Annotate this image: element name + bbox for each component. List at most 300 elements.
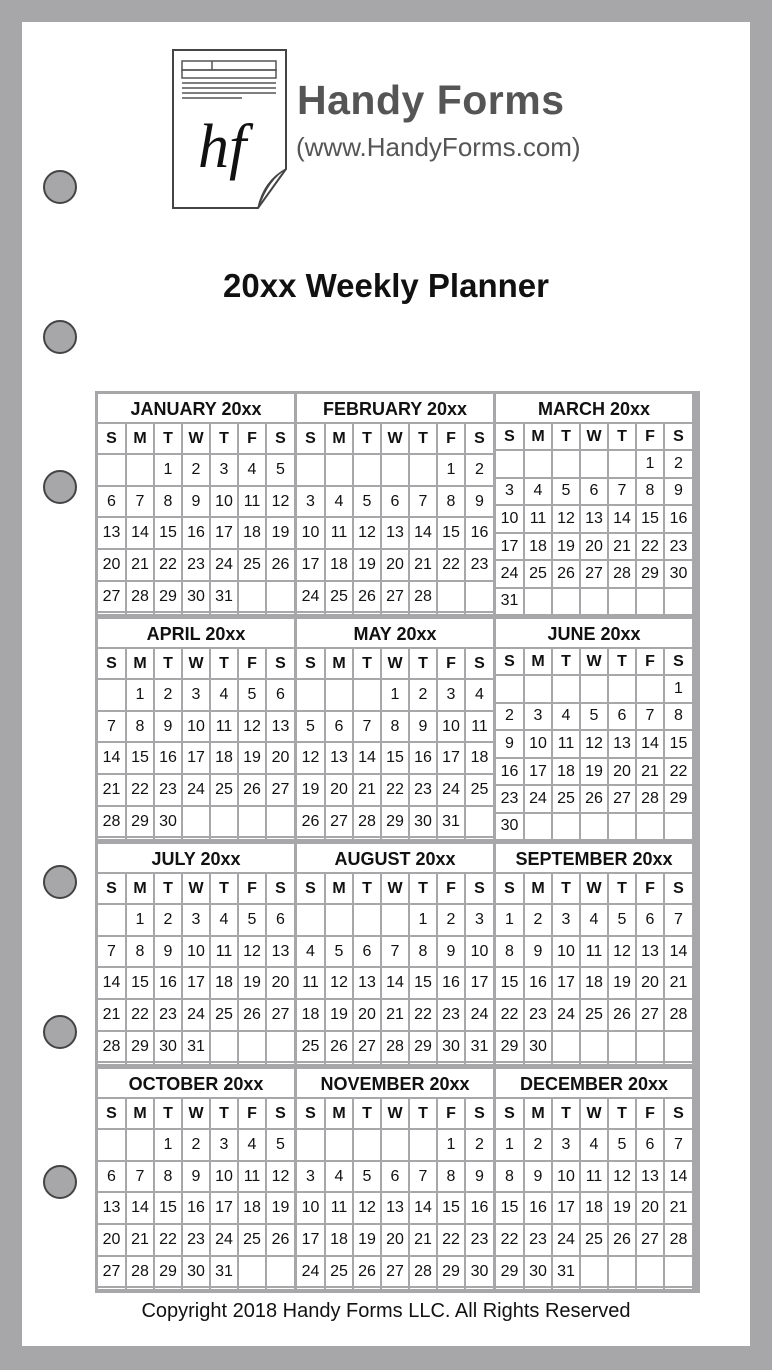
month-title: JUNE 20xx — [496, 619, 692, 649]
day-cell: 24 — [552, 1224, 580, 1256]
day-cell: 9 — [409, 711, 437, 743]
weekday-header: T — [409, 1099, 437, 1129]
weekday-header: T — [154, 874, 182, 904]
day-cell: 15 — [126, 742, 154, 774]
day-cell: 29 — [126, 806, 154, 838]
day-cell: 16 — [154, 742, 182, 774]
empty-day-cell — [98, 612, 126, 614]
day-cell: 2 — [524, 1129, 552, 1161]
day-cell: 26 — [608, 999, 636, 1031]
day-cell: 31 — [210, 1256, 238, 1288]
empty-day-cell — [325, 1129, 353, 1161]
empty-day-cell — [496, 675, 524, 703]
week-row — [98, 1224, 294, 1256]
empty-day-cell — [552, 813, 580, 839]
day-cell: 18 — [524, 533, 552, 561]
weekday-header: S — [496, 649, 524, 675]
empty-day-cell — [381, 1287, 409, 1289]
month-calendar — [496, 844, 692, 1064]
month-grid — [98, 874, 294, 1064]
day-cell: 7 — [608, 478, 636, 506]
empty-day-cell — [409, 1129, 437, 1161]
day-cell: 17 — [210, 1192, 238, 1224]
week-row — [98, 612, 294, 614]
day-cell: 7 — [636, 703, 664, 731]
empty-day-cell — [238, 1256, 266, 1288]
day-cell: 21 — [636, 758, 664, 786]
empty-day-cell — [238, 612, 266, 614]
week-row — [496, 813, 692, 839]
month-title: MARCH 20xx — [496, 394, 692, 424]
empty-day-cell — [409, 612, 437, 614]
day-cell: 30 — [182, 581, 210, 613]
month-grid — [496, 649, 692, 839]
day-cell: 2 — [465, 454, 493, 486]
day-cell: 24 — [297, 581, 325, 613]
day-cell: 11 — [325, 1192, 353, 1224]
month-title: SEPTEMBER 20xx — [496, 844, 692, 874]
day-cell: 19 — [238, 742, 266, 774]
page-title: 20xx Weekly Planner — [223, 267, 549, 304]
day-cell: 26 — [325, 1031, 353, 1063]
day-cell: 5 — [266, 1129, 294, 1161]
month-grid — [297, 424, 493, 614]
day-cell: 3 — [182, 679, 210, 711]
day-cell: 28 — [126, 1256, 154, 1288]
day-cell: 21 — [353, 774, 381, 806]
empty-day-cell — [524, 450, 552, 478]
weekday-header: W — [182, 874, 210, 904]
weekday-header: T — [608, 1099, 636, 1129]
day-cell: 13 — [381, 517, 409, 549]
empty-day-cell — [98, 679, 126, 711]
week-row — [496, 1031, 692, 1063]
empty-day-cell — [664, 1031, 692, 1063]
weekday-header: F — [437, 424, 465, 454]
empty-day-cell — [496, 1062, 524, 1064]
week-row — [496, 785, 692, 813]
weekday-header-row — [297, 424, 493, 454]
day-cell: 13 — [266, 936, 294, 968]
month-title: NOVEMBER 20xx — [297, 1069, 493, 1099]
binder-hole — [43, 865, 77, 899]
weekday-header: W — [381, 874, 409, 904]
month-title: MAY 20xx — [297, 619, 493, 649]
weekday-header: S — [98, 1099, 126, 1129]
day-cell: 23 — [465, 549, 493, 581]
day-cell: 13 — [98, 1192, 126, 1224]
week-row — [98, 1062, 294, 1064]
day-cell: 1 — [381, 679, 409, 711]
day-cell: 2 — [409, 679, 437, 711]
day-cell: 12 — [608, 1161, 636, 1193]
empty-day-cell — [210, 806, 238, 838]
day-cell: 29 — [154, 1256, 182, 1288]
empty-day-cell — [353, 837, 381, 839]
day-cell: 14 — [608, 505, 636, 533]
day-cell: 4 — [210, 904, 238, 936]
day-cell: 4 — [524, 478, 552, 506]
weekday-header: M — [126, 874, 154, 904]
week-row — [496, 1161, 692, 1193]
week-row — [98, 486, 294, 518]
weekday-header: F — [636, 1099, 664, 1129]
month-title: JANUARY 20xx — [98, 394, 294, 424]
month-calendar — [297, 844, 493, 1064]
day-cell: 25 — [297, 1031, 325, 1063]
week-row — [98, 806, 294, 838]
empty-day-cell — [266, 1256, 294, 1288]
day-cell: 19 — [353, 549, 381, 581]
empty-day-cell — [664, 1287, 692, 1289]
day-cell: 1 — [154, 1129, 182, 1161]
week-row — [98, 1031, 294, 1063]
day-cell: 10 — [182, 936, 210, 968]
weekday-header: S — [664, 874, 692, 904]
day-cell: 28 — [409, 581, 437, 613]
day-cell: 25 — [325, 581, 353, 613]
empty-day-cell — [636, 1062, 664, 1064]
day-cell: 15 — [409, 967, 437, 999]
weekday-header: M — [325, 1099, 353, 1129]
month-grid — [496, 874, 692, 1064]
day-cell: 2 — [182, 454, 210, 486]
day-cell: 26 — [238, 774, 266, 806]
month-grid — [98, 424, 294, 614]
weekday-header: W — [182, 649, 210, 679]
day-cell: 4 — [325, 486, 353, 518]
empty-day-cell — [580, 1062, 608, 1064]
day-cell: 28 — [353, 806, 381, 838]
day-cell: 20 — [580, 533, 608, 561]
weekday-header: S — [266, 649, 294, 679]
day-cell: 17 — [465, 967, 493, 999]
day-cell: 9 — [496, 730, 524, 758]
empty-day-cell — [636, 813, 664, 839]
day-cell: 22 — [496, 999, 524, 1031]
day-cell: 8 — [154, 1161, 182, 1193]
empty-day-cell — [437, 612, 465, 614]
empty-day-cell — [524, 813, 552, 839]
week-row — [98, 904, 294, 936]
day-cell: 22 — [636, 533, 664, 561]
day-cell: 13 — [325, 742, 353, 774]
empty-day-cell — [664, 1062, 692, 1064]
weekday-header: T — [353, 649, 381, 679]
day-cell: 6 — [381, 486, 409, 518]
day-cell: 17 — [552, 967, 580, 999]
day-cell: 11 — [580, 936, 608, 968]
empty-day-cell — [496, 1287, 524, 1289]
week-row — [98, 711, 294, 743]
day-cell: 2 — [182, 1129, 210, 1161]
day-cell: 2 — [465, 1129, 493, 1161]
empty-day-cell — [126, 454, 154, 486]
empty-day-cell — [636, 1287, 664, 1289]
day-cell: 20 — [266, 967, 294, 999]
empty-day-cell — [353, 1129, 381, 1161]
empty-day-cell — [353, 1287, 381, 1289]
weekday-header: M — [325, 649, 353, 679]
day-cell: 3 — [437, 679, 465, 711]
day-cell: 27 — [580, 560, 608, 588]
day-cell: 26 — [353, 581, 381, 613]
day-cell: 11 — [465, 711, 493, 743]
day-cell: 25 — [210, 999, 238, 1031]
empty-day-cell — [409, 837, 437, 839]
day-cell: 6 — [580, 478, 608, 506]
day-cell: 18 — [465, 742, 493, 774]
day-cell: 9 — [182, 486, 210, 518]
empty-day-cell — [465, 581, 493, 613]
week-row — [297, 1224, 493, 1256]
day-cell: 4 — [325, 1161, 353, 1193]
day-cell: 11 — [325, 517, 353, 549]
week-row — [98, 1287, 294, 1289]
weekday-header: M — [524, 424, 552, 450]
day-cell: 7 — [126, 486, 154, 518]
day-cell: 18 — [552, 758, 580, 786]
weekday-header: S — [465, 649, 493, 679]
week-row — [98, 454, 294, 486]
day-cell: 11 — [297, 967, 325, 999]
day-cell: 4 — [297, 936, 325, 968]
week-row — [98, 549, 294, 581]
day-cell: 13 — [636, 1161, 664, 1193]
month-grid — [297, 649, 493, 839]
empty-day-cell — [580, 450, 608, 478]
empty-day-cell — [552, 1031, 580, 1063]
empty-day-cell — [636, 588, 664, 614]
day-cell: 12 — [608, 936, 636, 968]
day-cell: 19 — [297, 774, 325, 806]
day-cell: 16 — [154, 967, 182, 999]
day-cell: 15 — [381, 742, 409, 774]
week-row — [496, 1192, 692, 1224]
day-cell: 5 — [608, 1129, 636, 1161]
weekday-header-row — [98, 424, 294, 454]
day-cell: 26 — [238, 999, 266, 1031]
empty-day-cell — [238, 581, 266, 613]
day-cell: 24 — [437, 774, 465, 806]
day-cell: 4 — [552, 703, 580, 731]
month-grid — [496, 424, 692, 614]
week-row — [297, 774, 493, 806]
empty-day-cell — [409, 454, 437, 486]
weekday-header: T — [552, 1099, 580, 1129]
day-cell: 25 — [580, 1224, 608, 1256]
day-cell: 4 — [238, 1129, 266, 1161]
day-cell: 14 — [636, 730, 664, 758]
day-cell: 13 — [353, 967, 381, 999]
week-row — [98, 1161, 294, 1193]
day-cell: 10 — [297, 1192, 325, 1224]
day-cell: 3 — [182, 904, 210, 936]
day-cell: 11 — [552, 730, 580, 758]
day-cell: 21 — [409, 549, 437, 581]
empty-day-cell — [580, 813, 608, 839]
day-cell: 10 — [210, 486, 238, 518]
day-cell: 14 — [126, 1192, 154, 1224]
day-cell: 11 — [238, 1161, 266, 1193]
day-cell: 25 — [524, 560, 552, 588]
day-cell: 7 — [409, 486, 437, 518]
day-cell: 2 — [664, 450, 692, 478]
day-cell: 5 — [353, 486, 381, 518]
weekday-header: M — [325, 424, 353, 454]
weekday-header-row — [496, 424, 692, 450]
day-cell: 19 — [353, 1224, 381, 1256]
week-row — [297, 1129, 493, 1161]
weekday-header: S — [297, 874, 325, 904]
day-cell: 18 — [580, 967, 608, 999]
day-cell: 18 — [238, 517, 266, 549]
month-grid — [297, 874, 493, 1064]
weekday-header: S — [664, 424, 692, 450]
day-cell: 22 — [437, 549, 465, 581]
empty-day-cell — [608, 813, 636, 839]
weekday-header: M — [126, 1099, 154, 1129]
week-row — [297, 936, 493, 968]
weekday-header: M — [524, 1099, 552, 1129]
week-row — [297, 517, 493, 549]
day-cell: 7 — [664, 904, 692, 936]
empty-day-cell — [325, 904, 353, 936]
day-cell: 28 — [126, 581, 154, 613]
day-cell: 26 — [608, 1224, 636, 1256]
day-cell: 31 — [496, 588, 524, 614]
day-cell: 26 — [266, 1224, 294, 1256]
day-cell: 8 — [409, 936, 437, 968]
day-cell: 20 — [636, 1192, 664, 1224]
day-cell: 10 — [297, 517, 325, 549]
day-cell: 12 — [297, 742, 325, 774]
weekday-header: F — [636, 874, 664, 904]
day-cell: 11 — [238, 486, 266, 518]
week-row — [496, 1224, 692, 1256]
day-cell: 8 — [126, 936, 154, 968]
day-cell: 29 — [496, 1256, 524, 1288]
week-row — [496, 450, 692, 478]
day-cell: 22 — [437, 1224, 465, 1256]
day-cell: 28 — [98, 806, 126, 838]
weekday-header: T — [353, 1099, 381, 1129]
week-row — [98, 999, 294, 1031]
day-cell: 26 — [552, 560, 580, 588]
day-cell: 13 — [381, 1192, 409, 1224]
weekday-header: T — [608, 424, 636, 450]
day-cell: 9 — [664, 478, 692, 506]
day-cell: 5 — [552, 478, 580, 506]
day-cell: 15 — [636, 505, 664, 533]
week-row — [297, 742, 493, 774]
day-cell: 24 — [524, 785, 552, 813]
empty-day-cell — [580, 1287, 608, 1289]
day-cell: 8 — [154, 486, 182, 518]
weekday-header: S — [297, 649, 325, 679]
empty-day-cell — [266, 1062, 294, 1064]
day-cell: 24 — [210, 1224, 238, 1256]
day-cell: 23 — [664, 533, 692, 561]
day-cell: 17 — [182, 967, 210, 999]
week-row — [98, 1256, 294, 1288]
week-row — [496, 904, 692, 936]
empty-day-cell — [297, 904, 325, 936]
weekday-header: W — [182, 1099, 210, 1129]
week-row — [297, 806, 493, 838]
week-row — [496, 505, 692, 533]
weekday-header: W — [182, 424, 210, 454]
day-cell: 22 — [496, 1224, 524, 1256]
empty-day-cell — [182, 837, 210, 839]
day-cell: 18 — [238, 1192, 266, 1224]
day-cell: 17 — [524, 758, 552, 786]
day-cell: 12 — [238, 936, 266, 968]
day-cell: 28 — [409, 1256, 437, 1288]
day-cell: 23 — [524, 999, 552, 1031]
day-cell: 2 — [524, 904, 552, 936]
day-cell: 20 — [98, 549, 126, 581]
day-cell: 24 — [465, 999, 493, 1031]
day-cell: 21 — [381, 999, 409, 1031]
weekday-header: S — [465, 874, 493, 904]
day-cell: 14 — [409, 1192, 437, 1224]
day-cell: 5 — [325, 936, 353, 968]
document-icon — [172, 49, 288, 209]
month-calendar — [98, 394, 294, 614]
empty-day-cell — [437, 1287, 465, 1289]
empty-day-cell — [353, 904, 381, 936]
empty-day-cell — [126, 1287, 154, 1289]
day-cell: 11 — [580, 1161, 608, 1193]
day-cell: 16 — [524, 967, 552, 999]
day-cell: 1 — [664, 675, 692, 703]
empty-day-cell — [409, 1062, 437, 1064]
week-row — [98, 1129, 294, 1161]
day-cell: 26 — [353, 1256, 381, 1288]
empty-day-cell — [98, 837, 126, 839]
weekday-header: T — [608, 649, 636, 675]
day-cell: 24 — [182, 774, 210, 806]
empty-day-cell — [664, 588, 692, 614]
empty-day-cell — [381, 904, 409, 936]
day-cell: 15 — [154, 517, 182, 549]
day-cell: 18 — [580, 1192, 608, 1224]
day-cell: 20 — [266, 742, 294, 774]
week-row — [496, 1256, 692, 1288]
empty-day-cell — [297, 679, 325, 711]
empty-day-cell — [381, 1129, 409, 1161]
day-cell: 24 — [182, 999, 210, 1031]
weekday-header: F — [238, 1099, 266, 1129]
day-cell: 12 — [580, 730, 608, 758]
weekday-header: T — [210, 1099, 238, 1129]
weekday-header-row — [496, 1099, 692, 1129]
empty-day-cell — [636, 1031, 664, 1063]
empty-day-cell — [126, 612, 154, 614]
empty-day-cell — [381, 454, 409, 486]
empty-day-cell — [325, 837, 353, 839]
day-cell: 6 — [266, 679, 294, 711]
week-row — [496, 588, 692, 614]
empty-day-cell — [636, 1256, 664, 1288]
month-title: FEBRUARY 20xx — [297, 394, 493, 424]
day-cell: 21 — [126, 549, 154, 581]
day-cell: 19 — [608, 1192, 636, 1224]
empty-day-cell — [465, 1287, 493, 1289]
week-row — [297, 1161, 493, 1193]
day-cell: 29 — [437, 1256, 465, 1288]
